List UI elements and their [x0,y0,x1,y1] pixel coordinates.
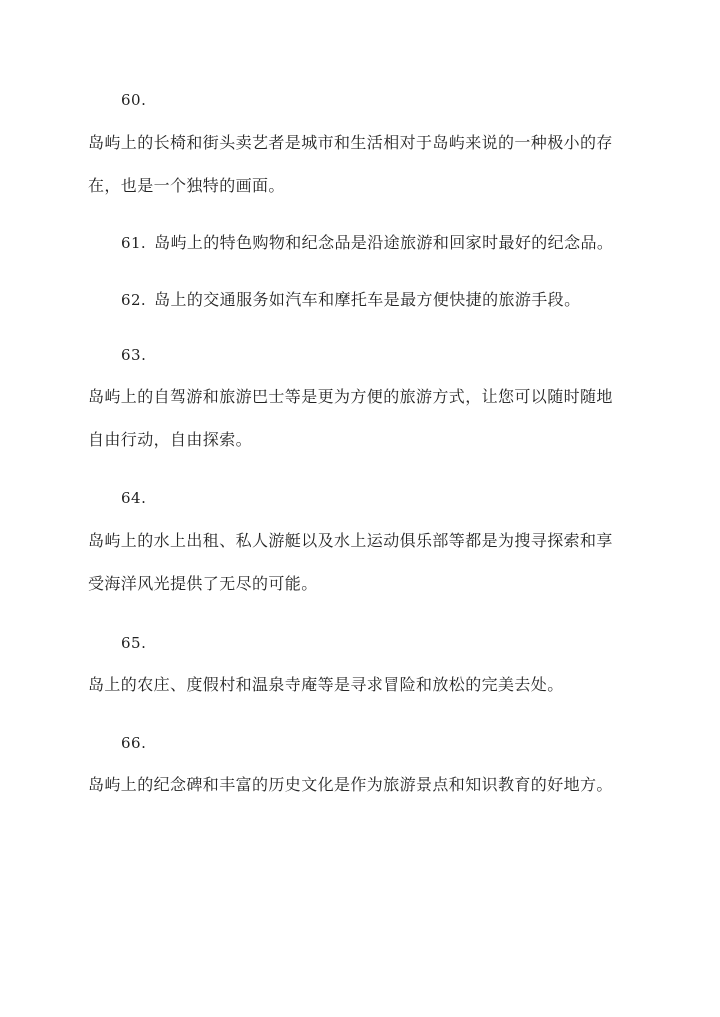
item-62-text: 岛上的交通服务如汽车和摩托车是最方便快捷的旅游手段。 [154,290,581,309]
item-66-line-1: 岛屿上的纪念碑和丰富的历史文化是作为旅游景点和知识教育的好地方。 [88,775,613,794]
item-number-65: 65. [121,634,147,652]
item-63-line-2: 自由行动，自由探索。 [88,430,253,449]
item-60-line-2: 在，也是一个独特的画面。 [88,176,285,195]
item-60-line-1: 岛屿上的长椅和街头卖艺者是城市和生活相对于岛屿来说的一种极小的存 [88,133,613,152]
item-65-line-1: 岛上的农庄、度假村和温泉寺庵等是寻求冒险和放松的完美去处。 [88,675,564,694]
item-number-60: 60. [121,91,147,109]
item-61 [121,232,613,254]
item-64-line-1: 岛屿上的水上出租、私人游艇以及水上运动俱乐部等都是为搜寻探索和享 [88,531,613,550]
item-61-text: 岛屿上的特色购物和纪念品是沿途旅游和回家时最好的纪念品。 [154,233,614,252]
item-62 [121,289,580,311]
item-number-61: 61. [121,234,147,252]
item-number-64: 64. [121,489,147,507]
item-63-line-1: 岛屿上的自驾游和旅游巴士等是更为方便的旅游方式，让您可以随时随地 [88,387,613,406]
item-number-63: 63. [121,346,147,364]
item-number-66: 66. [121,734,147,752]
item-64-line-2: 受海洋风光提供了无尽的可能。 [88,574,318,593]
item-number-62: 62. [121,291,147,309]
